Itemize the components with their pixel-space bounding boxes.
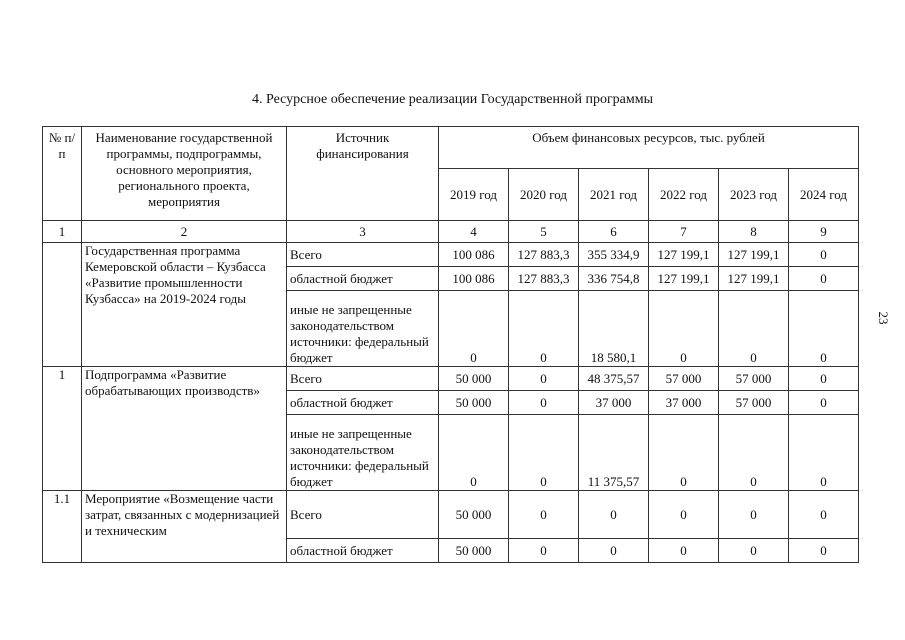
funding-source: областной бюджет	[287, 391, 439, 415]
item-name: Государственная программа Кемеровской области – Кузбасса «Развитие промышленности Кузбасса» на 2019-2024 годы	[82, 243, 287, 367]
value-cell: 0	[719, 291, 789, 367]
value-cell: 57 000	[719, 367, 789, 391]
header-row	[43, 127, 859, 169]
column-number: 1	[43, 221, 82, 243]
value-cell: 50 000	[439, 491, 509, 539]
table-row	[43, 367, 859, 391]
value-cell: 0	[509, 291, 579, 367]
column-number: 3	[287, 221, 439, 243]
value-cell: 0	[509, 415, 579, 491]
value-cell: 0	[649, 415, 719, 491]
value-cell: 0	[649, 491, 719, 539]
value-cell: 355 334,9	[579, 243, 649, 267]
row-number	[43, 243, 82, 367]
value-cell: 336 754,8	[579, 267, 649, 291]
value-cell: 0	[649, 291, 719, 367]
page-number: 23	[876, 311, 891, 325]
funding-source: Всего	[287, 367, 439, 391]
value-cell: 0	[509, 491, 579, 539]
funding-source: Всего	[287, 243, 439, 267]
funding-source: областной бюджет	[287, 267, 439, 291]
value-cell: 0	[649, 539, 719, 563]
funding-source: областной бюджет	[287, 539, 439, 563]
resource-table	[42, 126, 859, 563]
header-year: 2023 год	[719, 169, 789, 221]
value-cell: 0	[789, 267, 859, 291]
value-cell: 0	[719, 491, 789, 539]
value-cell: 100 086	[439, 243, 509, 267]
value-cell: 127 199,1	[719, 267, 789, 291]
value-cell: 0	[509, 391, 579, 415]
value-cell: 0	[509, 539, 579, 563]
value-cell: 0	[439, 415, 509, 491]
value-cell: 127 883,3	[509, 243, 579, 267]
value-cell: 0	[789, 539, 859, 563]
table-row	[43, 491, 859, 539]
column-number: 4	[439, 221, 509, 243]
value-cell: 37 000	[579, 391, 649, 415]
value-cell: 0	[579, 539, 649, 563]
value-cell: 18 580,1	[579, 291, 649, 367]
column-number: 7	[649, 221, 719, 243]
value-cell: 11 375,57	[579, 415, 649, 491]
header-year: 2020 год	[509, 169, 579, 221]
row-number: 1	[43, 367, 82, 491]
value-cell: 0	[789, 391, 859, 415]
value-cell: 0	[789, 491, 859, 539]
column-number: 5	[509, 221, 579, 243]
value-cell: 100 086	[439, 267, 509, 291]
value-cell: 0	[509, 367, 579, 391]
value-cell: 50 000	[439, 539, 509, 563]
header-num: № п/п	[43, 127, 82, 221]
header-volume: Объем финансовых ресурсов, тыс. рублей	[439, 127, 859, 169]
value-cell: 0	[719, 415, 789, 491]
value-cell: 0	[439, 291, 509, 367]
numbering-row	[43, 221, 859, 243]
value-cell: 0	[719, 539, 789, 563]
header-year: 2021 год	[579, 169, 649, 221]
funding-source: иные не запрещенные законодательством источники: федеральный бюджет	[287, 415, 439, 491]
row-number: 1.1	[43, 491, 82, 563]
column-number: 9	[789, 221, 859, 243]
value-cell: 48 375,57	[579, 367, 649, 391]
funding-source: иные не запрещенные законодательством источники: федеральный бюджет	[287, 291, 439, 367]
table-row	[43, 243, 859, 267]
value-cell: 57 000	[649, 367, 719, 391]
value-cell: 50 000	[439, 367, 509, 391]
value-cell: 57 000	[719, 391, 789, 415]
column-number: 8	[719, 221, 789, 243]
value-cell: 0	[789, 415, 859, 491]
header-year: 2024 год	[789, 169, 859, 221]
value-cell: 37 000	[649, 391, 719, 415]
header-year: 2022 год	[649, 169, 719, 221]
value-cell: 0	[789, 367, 859, 391]
value-cell: 0	[789, 243, 859, 267]
item-name: Мероприятие «Возмещение части затрат, связанных с модернизацией и техническим	[82, 491, 287, 563]
value-cell: 127 199,1	[719, 243, 789, 267]
item-name: Подпрограмма «Развитие обрабатывающих производств»	[82, 367, 287, 491]
header-name: Наименование государственной программы, подпрограммы, основного мероприятия, регионального проекта, мероприятия	[82, 127, 287, 221]
value-cell: 127 883,3	[509, 267, 579, 291]
funding-source: Всего	[287, 491, 439, 539]
value-cell: 0	[789, 291, 859, 367]
header-source: Источник финансирования	[287, 127, 439, 221]
value-cell: 50 000	[439, 391, 509, 415]
column-number: 2	[82, 221, 287, 243]
page-title: 4. Ресурсное обеспечение реализации Государственной программы	[251, 92, 654, 107]
column-number: 6	[579, 221, 649, 243]
header-year: 2019 год	[439, 169, 509, 221]
value-cell: 0	[579, 491, 649, 539]
value-cell: 127 199,1	[649, 243, 719, 267]
value-cell: 127 199,1	[649, 267, 719, 291]
